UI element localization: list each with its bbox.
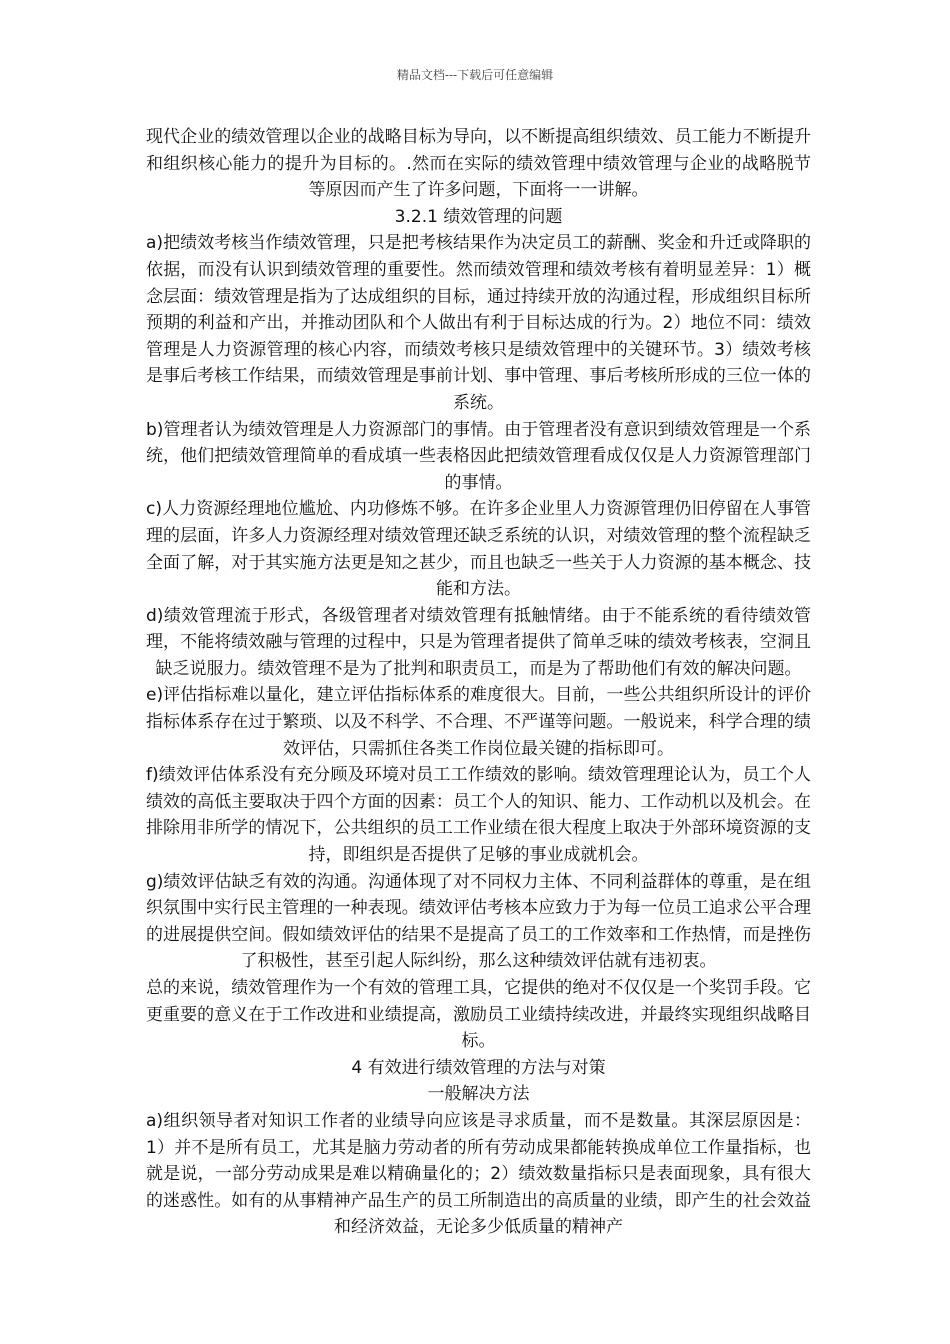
paragraph-c: c)人力资源经理地位尴尬、内功修炼不够。在许多企业里人力资源管理仍旧停留在人事管理的层面，许多人力资源经理对绩效管理还缺乏系统的认识，对绩效管理的整个流程缺乏全面了解，对于其实施方法更是知之甚少，而且也缺乏一些关于人力资源的基本概念、技能和方法。: [146, 499, 811, 600]
paragraph-g: g)绩效评估缺乏有效的沟通。沟通体现了对不同权力主体、不同利益群体的尊重，是在组织氛围中实行民主管理的一种表现。绩效评估考核本应致力于为每一位员工追求公平合理的进展提供空间。假如绩效评估的结果不是提高了员工的工作效率和工作热情，而是挫伤了积极性，甚至引起人际纠纷，那么这种绩效评估就有违初衷。: [146, 871, 811, 972]
subsection-heading: 一般解决方法: [427, 1084, 530, 1105]
summary-paragraph: 总的来说，绩效管理作为一个有效的管理工具，它提供的绝对不仅仅是一个奖罚手段。它更重要的意义在于工作改进和业绩提高，激励员工业绩持续改进，并最终实现组织战略目标。: [146, 978, 811, 1052]
document-body: [146, 124, 811, 1241]
paragraph-f: f)绩效评估体系没有充分顾及环境对员工工作绩效的影响。绩效管理理论认为，员工个人绩效的高低主要取决于四个方面的因素：员工个人的知识、能力、工作动机以及机会。在排除用非所学的情况下，公共组织的员工工作业绩在很大程度上取决于外部环境资源的支持，即组织是否提供了足够的事业成就机会。: [146, 765, 811, 866]
section-heading-3-2-1: 3.2.1 绩效管理的问题: [394, 206, 563, 227]
intro-paragraph: 现代企业的绩效管理以企业的战略目标为导向，以不断提高组织绩效、员工能力不断提升和组织核心能力的提升为目标的。.然而在实际的绩效管理中绩效管理与企业的战略脱节等原因而产生了许多问题，下面将一一讲解。: [146, 127, 811, 201]
paragraph-d: d)绩效管理流于形式，各级管理者对绩效管理有抵触情绪。由于不能系统的看待绩效管理，不能将绩效融与管理的过程中，只是为管理者提供了简单乏味的绩效考核表，空洞且缺乏说服力。绩效管理不是为了批判和职责员工，而是为了帮助他们有效的解决问题。: [146, 605, 811, 679]
paragraph-a-methods: a)组织领导者对知识工作者的业绩导向应该是寻求质量，而不是数量。其深层原因是：1）并不是所有员工，尤其是脑力劳动者的所有劳动成果都能转换成单位工作量指标，也就是说，一部分劳动成果是难以精确量化的；2）绩效数量指标只是表面现象，具有很大的迷惑性。如有的从事精神产品生产的员工所制造出的高质量的业绩，即产生的社会效益和经济效益，无论多少低质量的精神产: [146, 1110, 811, 1238]
section-heading-4: 4 有效进行绩效管理的方法与对策: [351, 1057, 606, 1078]
page-header: 精品文档---下载后可任意编辑: [396, 68, 554, 82]
paragraph-b: b)管理者认为绩效管理是人力资源部门的事情。由于管理者没有意识到绩效管理是一个系统，他们把绩效管理简单的看成填一些表格因此把绩效管理看成仅仅是人力资源管理部门的事情。: [146, 419, 811, 493]
paragraph-e: e)评估指标难以量化，建立评估指标体系的难度很大。目前，一些公共组织所设计的评价指标体系存在过于繁琐、以及不科学、不合理、不严谨等问题。一般说来，科学合理的绩效评估，只需抓住各类工作岗位最关键的指标即可。: [146, 685, 811, 759]
paragraph-a: a)把绩效考核当作绩效管理，只是把考核结果作为决定员工的薪酬、奖金和升迁或降职的依据，而没有认识到绩效管理的重要性。然而绩效管理和绩效考核有着明显差异：1）概念层面：绩效管理是指为了达成组织的目标，通过持续开放的沟通过程，形成组织目标所预期的利益和产出，并推动团队和个人做出有利于目标达成的行为。2）地位不同：绩效管理是人力资源管理的核心内容，而绩效考核只是绩效管理中的关键环节。3）绩效考核是事后考核工作结果，而绩效管理是事前计划、事中管理、事后考核所形成的三位一体的系统。: [146, 233, 811, 413]
